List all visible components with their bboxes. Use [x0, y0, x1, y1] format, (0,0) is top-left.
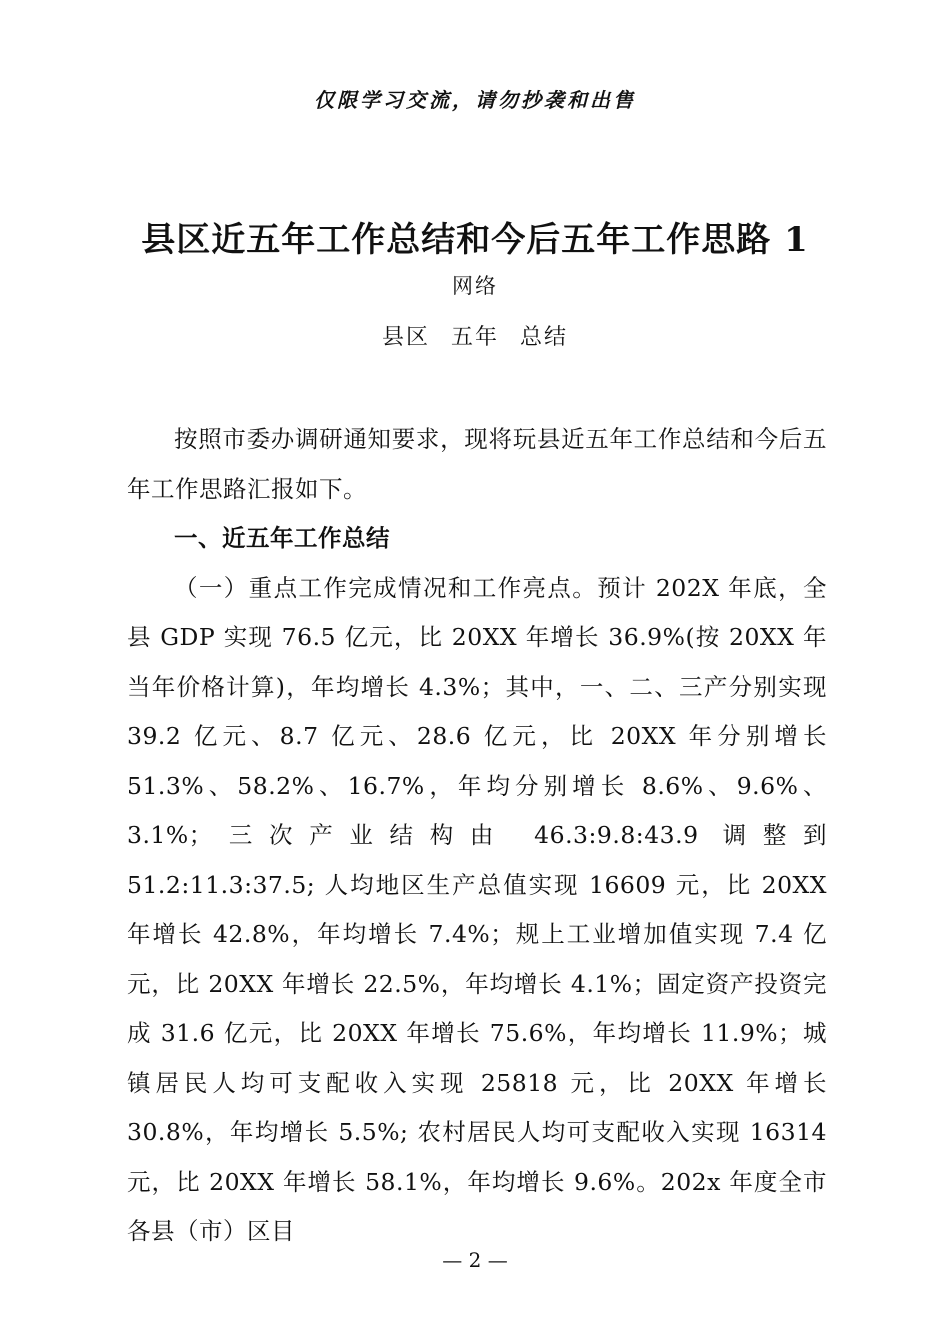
document-body: [127, 415, 827, 1257]
intro-paragraph: 按照市委办调研通知要求，现将玩县近五年工作总结和今后五年工作思路汇报如下。: [127, 425, 827, 503]
section-heading: 一、近五年工作总结: [174, 524, 390, 552]
document-title: 县区近五年工作总结和今后五年工作思路 1: [141, 220, 809, 260]
source-label: 网络: [452, 274, 498, 298]
keyword: 五年: [450, 325, 499, 350]
header-note: 仅限学习交流，请勿抄袭和出售: [314, 88, 636, 112]
page-number: — 2 —: [442, 1248, 508, 1272]
keywords: [0, 320, 950, 351]
paragraph: （一）重点工作完成情况和工作亮点。预计 202X 年底，全县 GDP 实现 76.5 亿元，比 20XX 年增长 36.9%(按 20XX 年当年价格计算)，年均增长 4.3%；其中，一、二、三产分别实现 39.2 亿元、8.7 亿元、28.6 亿元，比 20XX 年分别增长 51.3%、58.2%、16.7%，年均分别增长 8.6%、9.6%、3.1%；三次产业结构由 46.3:9.8:43.9 调整到 51.2:11.3:37.5; 人均地区生产总值实现 16609 元，比 20XX 年增长 42.8%，年均增长 7.4%；规上工业增加值实现 7.4 亿元，比 20XX 年增长 22.5%，年均增长 4.1%；固定资产投资完成 31.6 亿元，比 20XX 年增长 75.6%，年均增长 11.9%；城镇居民人均可支配收入实现 25818 元，比 20XX 年增长 30.8%，年均增长 5.5%; 农村居民人均可支配收入实现 16314 元，比 20XX 年增长 58.1%，年均增长 9.6%。202x 年度全市各县（市）区目: [127, 573, 827, 1245]
keyword: 总结: [520, 325, 569, 350]
keyword: 县区: [381, 325, 430, 350]
